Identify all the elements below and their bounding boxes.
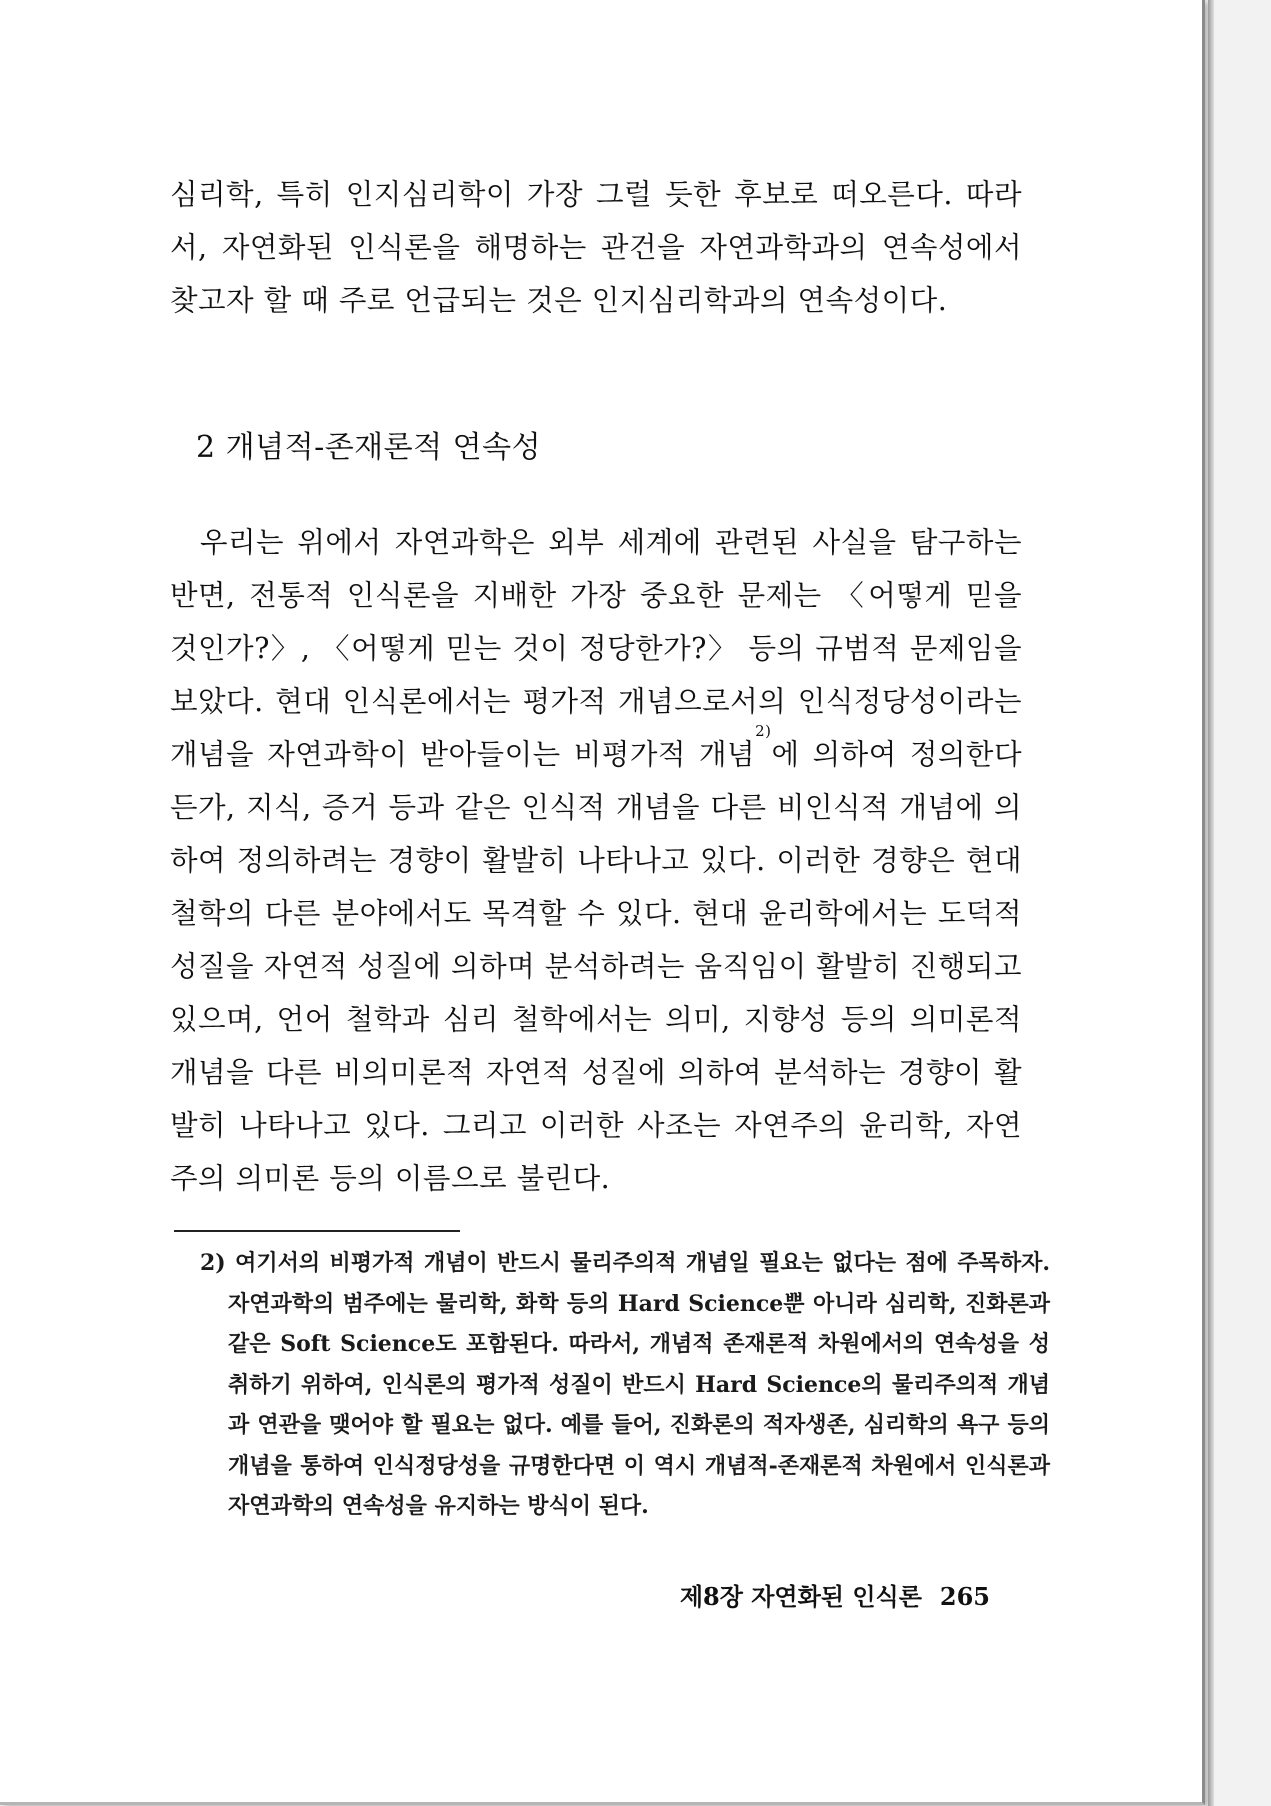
section-heading: 2 개념적-존재론적 연속성 xyxy=(196,430,542,465)
page-number: 265 xyxy=(939,1582,990,1611)
body-paragraph-2 xyxy=(170,516,1022,1205)
chapter-label: 제8장 자연화된 인식론 xyxy=(679,1582,922,1611)
body-paragraph-2-part-1: 우리는 위에서 자연과학은 외부 세계에 관련된 사실을 탐구하는 반면, 전통적 인식론을 지배한 가장 중요한 문제는 〈어떻게 믿을 것인가?〉, 〈어떻게 믿는 것이 정당한가?〉 등의 규범적 문제임을 보았다. 현대 인식론에서는 평가적 개념으로서의 인식정당성이라는 개념을 자연과학이 받아들이는 비평가적 개념 xyxy=(170,526,1022,771)
footnote: 2) 여기서의 비평가적 개념이 반드시 물리주의적 개념일 필요는 없다는 점에 주목하자. 자연과학의 범주에는 물리학, 화학 등의 Hard Science뿐 아니라 심리학, 진화론과 같은 Soft Science도 포함된다. 따라서, 개념적 존재론적 차원에서의 연속성을 성취하기 위하여, 인식론의 평가적 성질이 반드시 Hard Science의 물리주의적 개념과 연관을 맺어야 할 필요는 없다. 예를 들어, 진화론의 적자생존, 심리학의 욕구 등의 개념을 통하여 인식정당성을 규명한다면 이 역시 개념적-존재론적 차원에서 인식론과 자연과학의 연속성을 유지하는 방식이 된다. xyxy=(200,1250,1050,1519)
footnote-divider xyxy=(174,1230,460,1232)
footnote-reference: 2) xyxy=(755,722,772,740)
body-paragraph-2-part-2: 에 의하여 정의한다든가, 지식, 증거 등과 같은 인식적 개념을 다른 비인식적 개념에 의하여 정의하려는 경향이 활발히 나타나고 있다. 이러한 경향은 현대 철학의 다른 분야에서도 목격할 수 있다. 현대 윤리학에서는 도덕적 성질을 자연적 성질에 의하며 분석하려는 움직임이 활발히 진행되고 있으며, 언어 철학과 심리 철학에서는 의미, 지향성 등의 의미론적 개념을 다른 비의미론적 자연적 성질에 의하여 분석하는 경향이 활발히 나타나고 있다. 그리고 이러한 사조는 자연주의 윤리학, 자연주의 의미론 등의 이름으로 불린다. xyxy=(170,738,1022,1195)
page-edge-shadow xyxy=(1208,0,1214,1806)
body-paragraph-1: 심리학, 특히 인지심리학이 가장 그럴 듯한 후보로 떠오른다. 따라서, 자연화된 인식론을 해명하는 관건을 자연과학과의 연속성에서 찾고자 할 때 주로 언급되는 것은 인지심리학과의 연속성이다. xyxy=(170,178,1022,317)
running-footer xyxy=(680,1577,990,1617)
